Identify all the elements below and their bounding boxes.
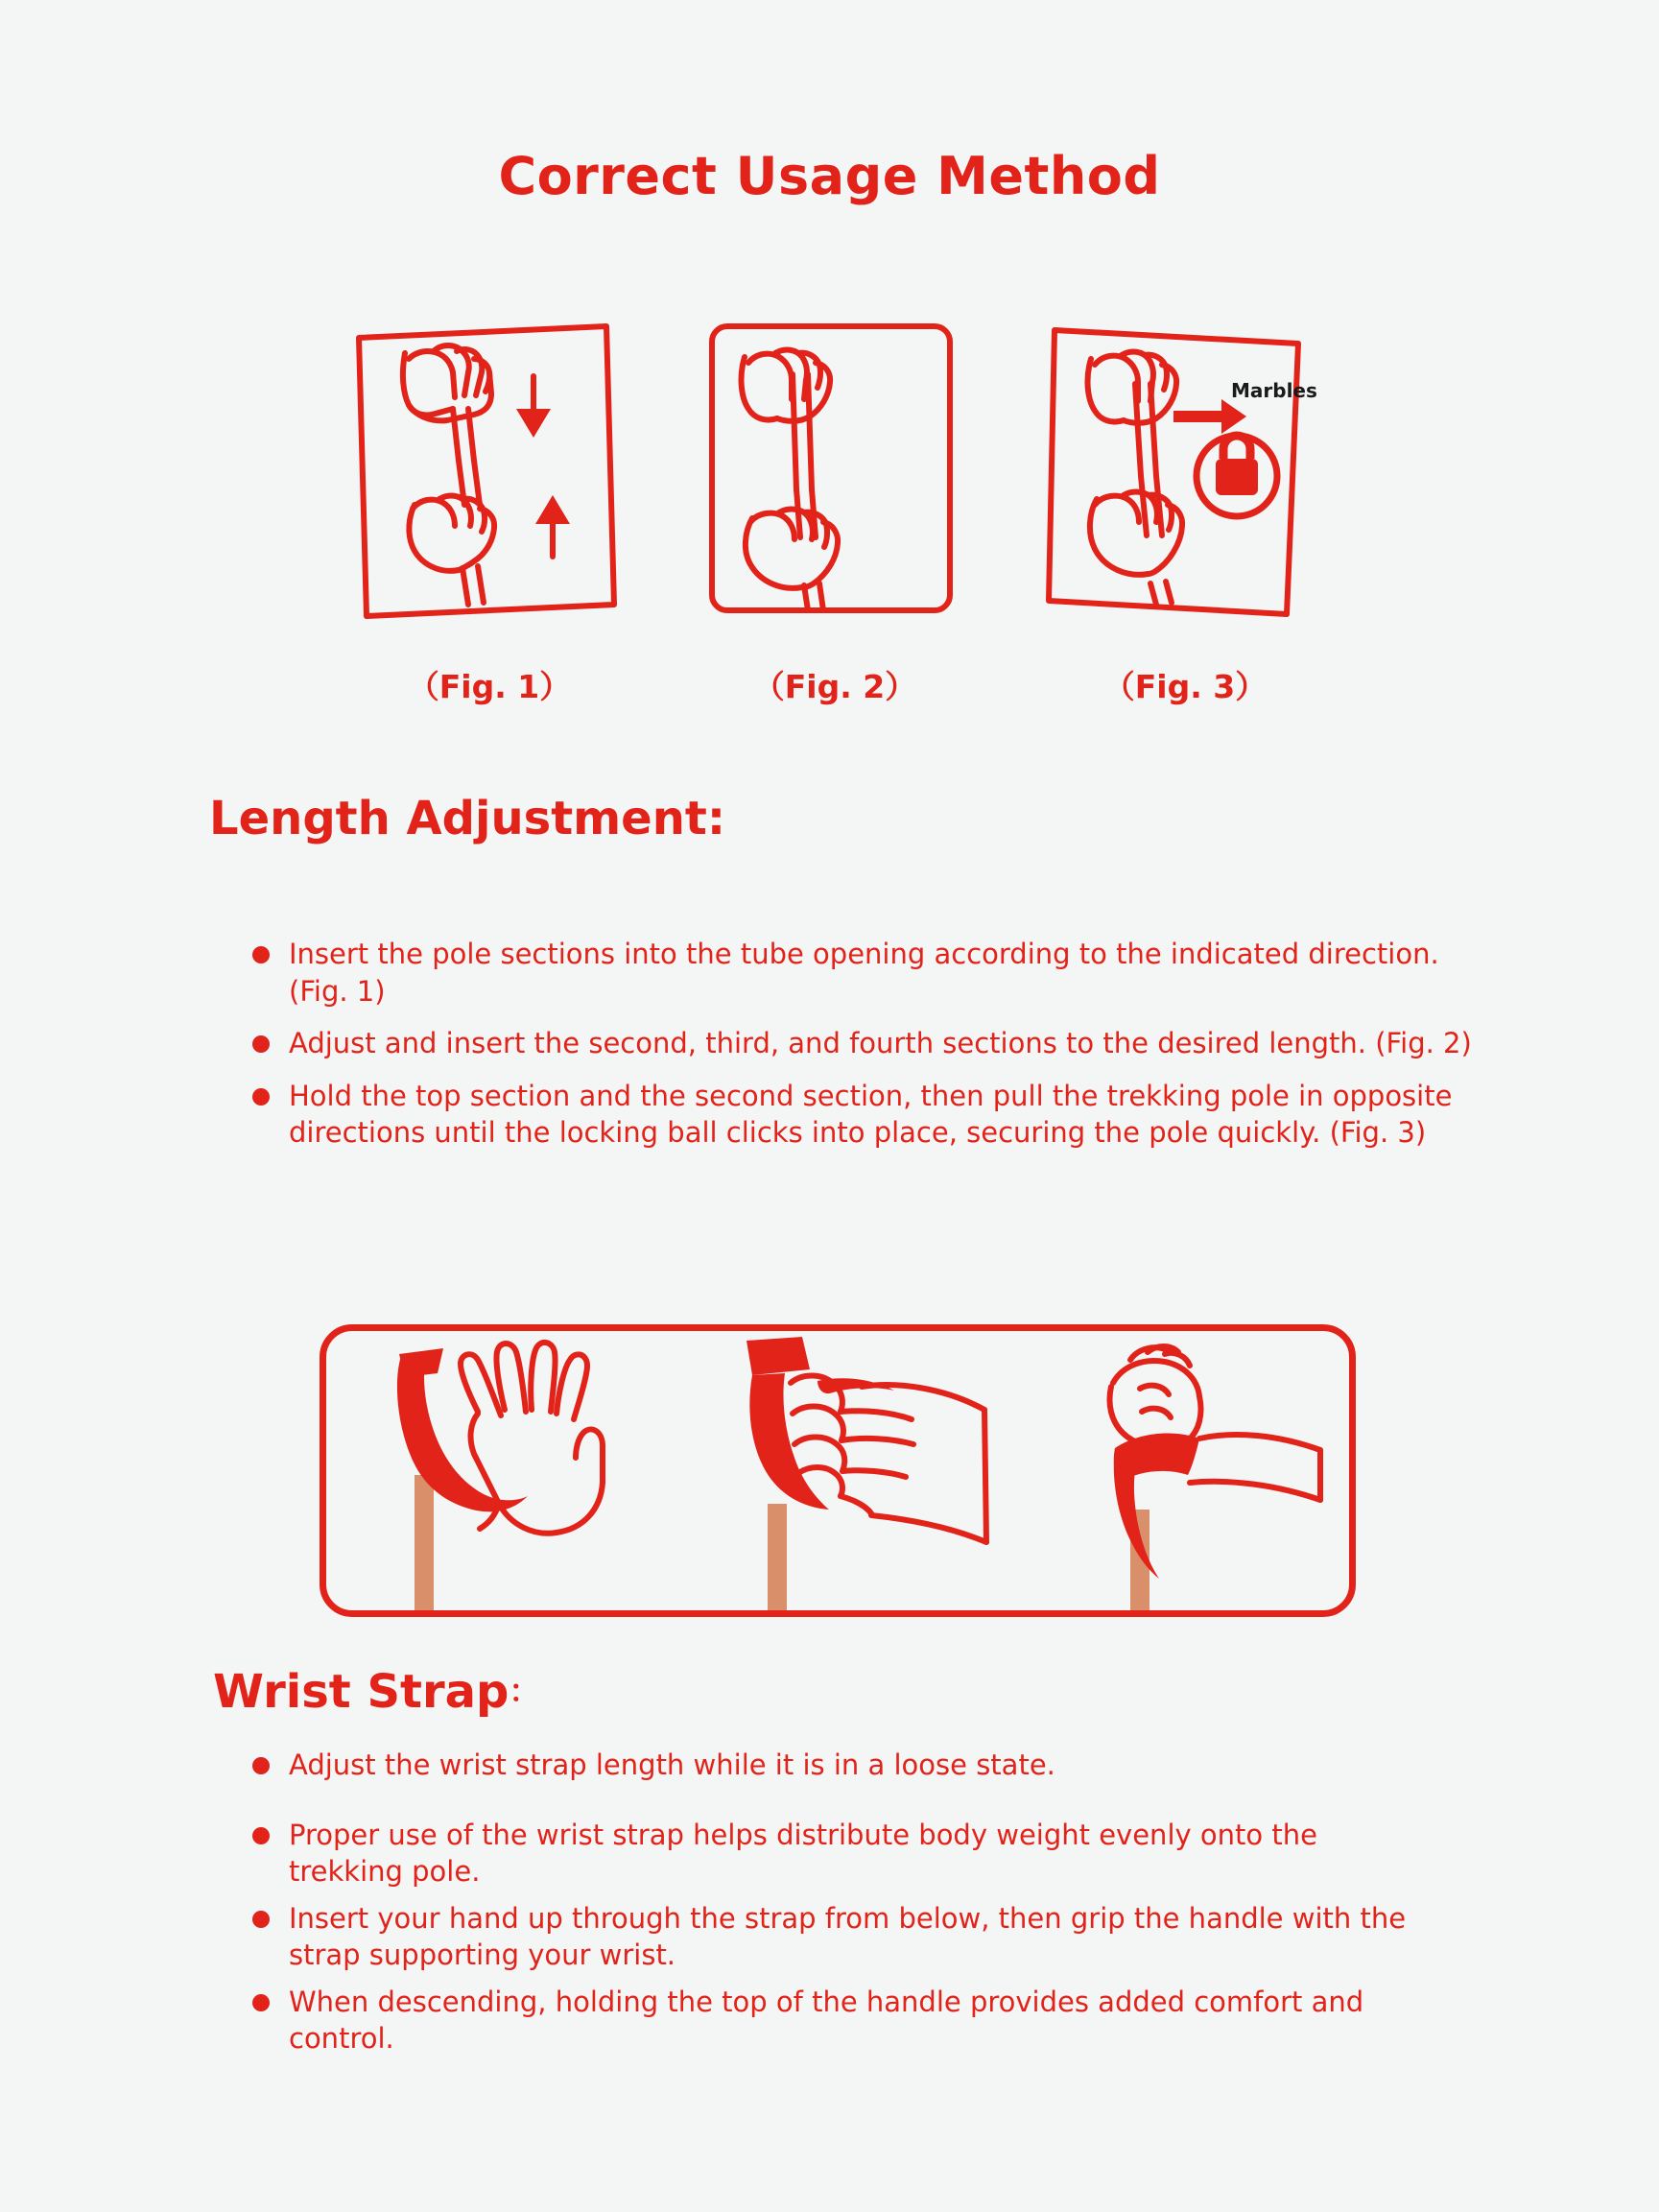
figure-3 bbox=[1041, 317, 1319, 624]
list-item: Proper use of the wrist strap helps distribute body weight evenly onto the trekking pole. bbox=[245, 1817, 1425, 1891]
wrist-strap-heading bbox=[213, 1665, 539, 1719]
length-adjustment-list bbox=[245, 936, 1482, 1167]
wrist-strap-heading-text: Wrist Strap bbox=[213, 1665, 510, 1719]
hand-pole-lock-icon bbox=[1041, 317, 1319, 624]
list-item: Insert your hand up through the strap from below, then grip the handle with the strap supporting your wrist. bbox=[245, 1900, 1425, 1974]
strap-panel-3 bbox=[1055, 1331, 1343, 1610]
length-adjustment-heading: Length Adjustment: bbox=[209, 792, 726, 845]
strap-panel-2 bbox=[710, 1331, 1027, 1610]
list-item: Hold the top section and the second section, then pull the trekking pole in opposite directions until the locking ball clicks into place, securing the pole quickly. (Fig. 3) bbox=[245, 1078, 1482, 1152]
figure-3-caption: （Fig. 3） bbox=[1102, 668, 1268, 705]
list-item: Adjust and insert the second, third, and fourth sections to the desired length. (Fig. 2) bbox=[245, 1025, 1482, 1062]
gripping-handle-with-strap-icon bbox=[710, 1331, 1027, 1611]
list-item: Adjust the wrist strap length while it is in a loose state. bbox=[245, 1747, 1425, 1784]
wrist-strap-heading-colon: ： bbox=[509, 1673, 540, 1709]
open-hand-through-strap-icon bbox=[355, 1331, 691, 1611]
strap-panel-1 bbox=[355, 1331, 691, 1610]
wrist-strap-illustration bbox=[320, 1324, 1356, 1617]
figure-1 bbox=[345, 317, 624, 624]
figure-2 bbox=[700, 317, 979, 624]
wrist-strap-list bbox=[245, 1747, 1425, 2067]
list-item: Insert the pole sections into the tube opening according to the indicated direction. (Fig. 1) bbox=[245, 936, 1482, 1010]
list-item: When descending, holding the top of the handle provides added comfort and control. bbox=[245, 1984, 1425, 2057]
closed-fist-on-handle-icon bbox=[1055, 1331, 1343, 1611]
hand-pole-extend-icon bbox=[700, 317, 979, 624]
figure-3-label: Marbles bbox=[1231, 379, 1317, 402]
figure-1-caption: （Fig. 1） bbox=[407, 668, 572, 705]
figure-row bbox=[317, 317, 1382, 624]
hand-pole-insert-icon bbox=[345, 317, 624, 624]
page-title: Correct Usage Method bbox=[498, 146, 1161, 206]
figure-2-caption: （Fig. 2） bbox=[752, 668, 917, 705]
